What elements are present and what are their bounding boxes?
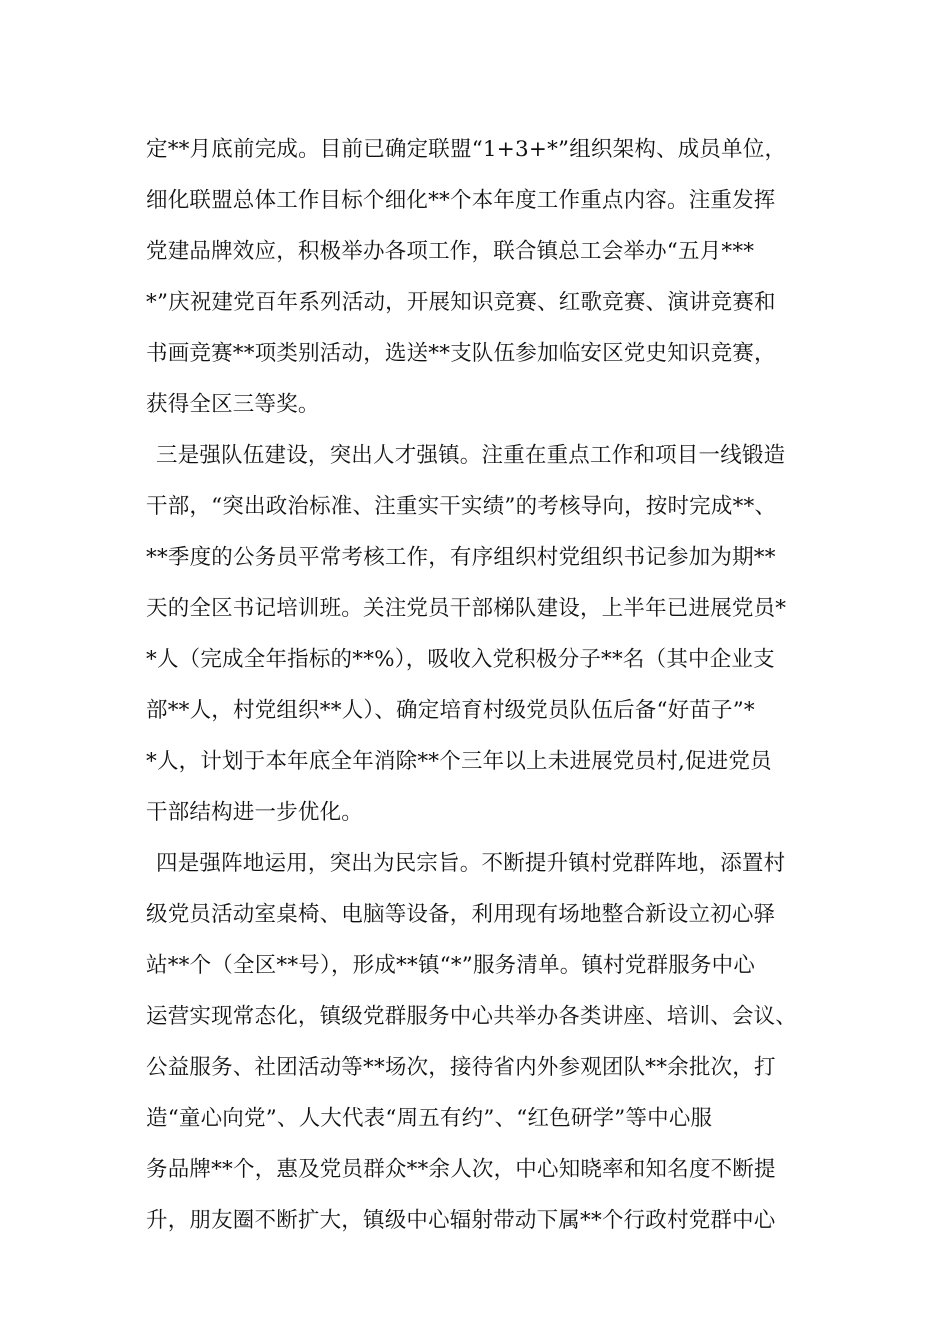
paragraph-first-line: 三是强队伍建设，突出人才强镇。注重在重点工作和项目一线锻造 <box>156 443 786 468</box>
text-line: 部**人，村党组织**人）、确定培育村级党员队伍后备“好苗子”* <box>146 698 755 723</box>
text-line: 运营实现常态化，镇级党群服务中心共举办各类讲座、培训、会议、 <box>146 1004 798 1029</box>
text-line: 务品牌**个，惠及党员群众**余人次，中心知晓率和知名度不断提 <box>146 1157 776 1182</box>
text-line: 获得全区三等奖。 <box>146 392 320 417</box>
text-line: 书画竞赛**项类别活动，选送**支队伍参加临安区党史知识竞赛， <box>146 341 776 366</box>
text-line: 升，朋友圈不断扩大，镇级中心辐射带动下属**个行政村党群中心 <box>146 1208 776 1233</box>
text-line: 天的全区书记培训班。关注党员干部梯队建设，上半年已进展党员* <box>146 596 787 621</box>
text-line: 定**月底前完成。目前已确定联盟“1+3+*”组织架构、成员单位， <box>146 137 787 162</box>
text-line: **季度的公务员平常考核工作，有序组织村党组织书记参加为期** <box>146 545 776 570</box>
text-line: *人，计划于本年底全年消除**个三年以上未进展党员村,促进党员 <box>146 749 772 774</box>
text-line: 党建品牌效应，积极举办各项工作，联合镇总工会举办“五月*** <box>146 239 755 264</box>
text-line: 干部结构进一步优化。 <box>146 800 364 825</box>
text-line: *人（完成全年指标的**%），吸收入党积极分子**名（其中企业支 <box>146 647 775 672</box>
text-line: 站**个（全区**号），形成**镇“*”服务清单。镇村党群服务中心 <box>146 953 756 978</box>
text-line: 级党员活动室桌椅、电脑等设备，利用现有场地整合新设立初心驿 <box>146 902 776 927</box>
paragraph-first-line: 四是强阵地运用，突出为民宗旨。不断提升镇村党群阵地，添置村 <box>156 851 786 876</box>
text-line: 细化联盟总体工作目标个细化**个本年度工作重点内容。注重发挥 <box>146 188 776 213</box>
text-line: 造“童心向党”、人大代表“周五有约”、“红色研学”等中心服 <box>146 1106 713 1131</box>
text-line: *”庆祝建党百年系列活动，开展知识竞赛、红歌竞赛、演讲竞赛和 <box>146 290 776 315</box>
text-line: 干部，“突出政治标准、注重实干实绩”的考核导向，按时完成**、 <box>146 494 777 519</box>
text-line: 公益服务、社团活动等**场次，接待省内外参观团队**余批次，打 <box>146 1055 776 1080</box>
